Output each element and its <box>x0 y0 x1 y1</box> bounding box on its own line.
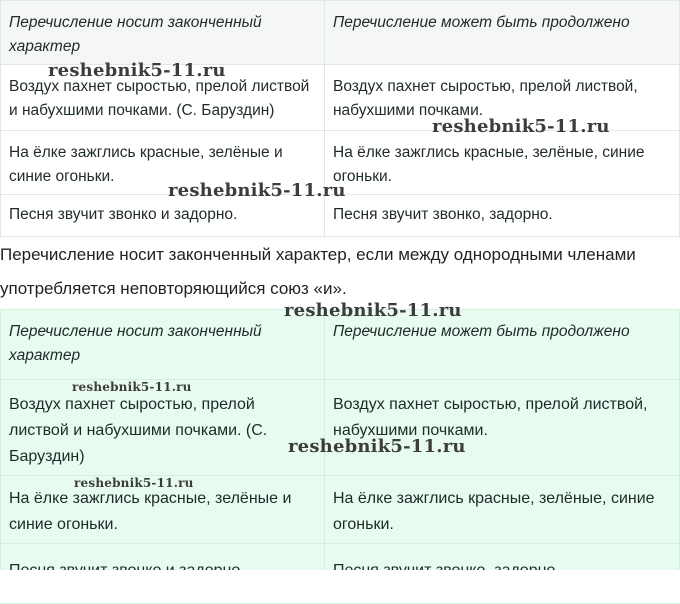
watermark: reshebnik5-11.ru <box>168 180 346 201</box>
table-cell: Воздух пахнет сыростью, прелой листвой и набухшими почками. (С. Баруздин) <box>1 65 325 131</box>
rule-paragraph: Перечисление носит законченный характер, если между однородными членами употребляется неповторяющийся союз «и». <box>0 245 636 298</box>
watermark: reshebnik5-11.ru <box>288 436 466 457</box>
header-cell-continued: Перечисление может быть продолжено <box>325 310 680 380</box>
table-cell: На ёлке зажглись красные, зелёные и синие огоньки. <box>1 131 325 195</box>
table-cell: Песня звучит звонко и задорно. <box>1 195 325 237</box>
header-cell-complete: Перечисление носит законченный характер <box>1 1 325 65</box>
table-cell: На ёлке зажглись красные, зелёные, синие огоньки. <box>325 476 680 544</box>
table-header-row <box>1 1 680 65</box>
watermark: reshebnik5-11.ru <box>74 476 194 490</box>
table-cell: Песня звучит звонко, задорно. <box>325 195 680 237</box>
table-cell: На ёлке зажглись красные, зелёные и синие огоньки. <box>1 476 325 544</box>
header-cell-continued: Перечисление может быть продолжено <box>325 1 680 65</box>
table-cell: На ёлке зажглись красные, зелёные, синие огоньки. <box>325 131 680 195</box>
watermark: reshebnik5-11.ru <box>48 60 226 81</box>
watermark: reshebnik5-11.ru <box>432 116 610 137</box>
table-cell: Воздух пахнет сыростью, прелой листвой, набухшими почками. <box>325 380 680 476</box>
page-cutoff <box>0 570 680 603</box>
watermark: reshebnik5-11.ru <box>72 380 192 394</box>
header-cell-complete: Перечисление носит законченный характер <box>1 310 325 380</box>
table-cell: Воздух пахнет сыростью, прелой листвой, набухшими почками. <box>325 65 680 131</box>
watermark: reshebnik5-11.ru <box>284 300 462 321</box>
table-cell: Воздух пахнет сыростью, прелой листвой и набухшими почками. (С. Баруздин) <box>1 380 325 476</box>
